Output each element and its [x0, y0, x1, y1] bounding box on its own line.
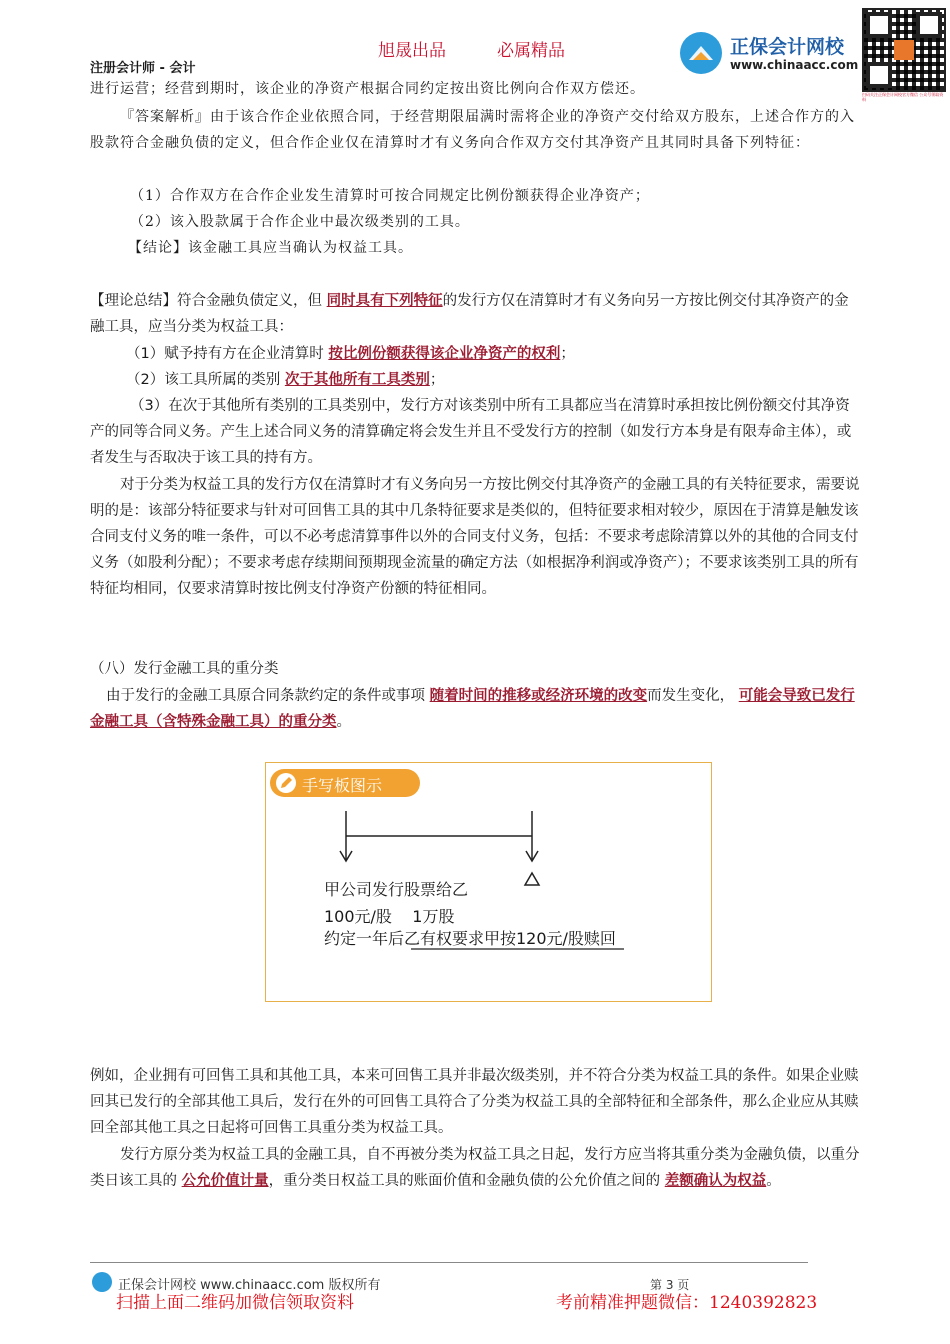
theory-summary-lead: 【理论总结】符合金融负债定义，但	[90, 293, 322, 309]
reclassify-lead: 发行方原分类为权益工具的金融工具，自不再被分类为权益工具之日起，发行方应当将其重分类为金融负债，以重分类日该工具的	[90, 1147, 860, 1189]
brand-logo	[680, 32, 860, 76]
doc-title: 注册会计师 - 会计	[90, 61, 196, 76]
highlight-reclassification: 可能会导致已发行金融工具（含特殊金融工具）的重分类	[90, 688, 855, 730]
promo-left: 扫描上面二维码加微信领取资料	[116, 1293, 354, 1313]
highlight-subordinate-class: 次于其他所有工具类别	[284, 372, 430, 388]
figure-line-1: 甲公司发行股票给乙	[324, 880, 469, 899]
promo-right: 考前精准押题微信：1240392823	[556, 1293, 818, 1313]
handwriting-board-figure	[265, 762, 712, 1002]
summary-item-2-end: ；	[429, 372, 445, 388]
book-icon	[680, 32, 722, 74]
highlight-difference-equity: 差额确认为权益	[664, 1173, 767, 1189]
reclassification-mid: 而发生变化，	[647, 688, 735, 704]
qr-note: 扫码关注正保会计网校官方微信 公众号领取资料	[862, 92, 944, 102]
header-slogan-left: 旭晟出品	[378, 41, 446, 61]
summary-item-3: （3）在次于其他所有类别的工具类别中，发行方对该类别中所有工具都应当在清算时承担按比例份额交付其净资产的同等合同义务。产生上述合同义务的清算确定将会发生并且不受发行方的控制（如发行方本身是有限寿命主体），或者发生与否取决于该工具的持有方。	[90, 398, 852, 466]
highlight-fair-value: 公允价值计量	[181, 1173, 269, 1189]
feature-1: （1）合作双方在合作企业发生清算时可按合同规定比例份额获得企业净资产；	[130, 188, 650, 204]
highlight-simultaneous-features: 同时具有下列特征	[326, 293, 443, 309]
header-slogan-right: 必属精品	[497, 41, 565, 61]
qr-code-icon	[862, 8, 946, 92]
conclusion: 【结论】该金融工具应当确认为权益工具。	[128, 240, 413, 256]
figure-line-2: 100元/股 1万股	[324, 907, 455, 926]
paragraph-1: 进行运营；经营到期时，该企业的净资产根据合同约定按出资比例向合作双方偿还。	[90, 81, 645, 97]
highlight-proportional-share: 按比例份额获得该企业净资产的权利	[328, 346, 561, 362]
footer-divider	[90, 1262, 808, 1263]
handwriting-board-label: 手写板图示	[302, 776, 383, 795]
page-number: 第 3 页	[650, 1278, 690, 1292]
reclassify-end: 。	[766, 1173, 781, 1189]
reclassification-lead: 由于发行的金融工具原合同条款约定的条件或事项	[106, 688, 425, 704]
summary-item-1-lead: （1）赋予持有方在企业清算时	[126, 346, 324, 362]
highlight-time-economic-change: 随着时间的推移或经济环境的改变	[429, 688, 648, 704]
brand-url: www.chinaacc.com	[730, 58, 859, 72]
brand-name: 正保会计网校	[730, 36, 845, 58]
summary-item-2-lead: （2）该工具所属的类别	[126, 372, 281, 388]
footer-copyright: 正保会计网校 www.chinaacc.com 版权所有	[118, 1278, 381, 1293]
footer-logo-icon	[92, 1272, 112, 1292]
summary-item-1-end: ；	[560, 346, 575, 362]
summary-item-2	[126, 367, 862, 393]
section-heading-reclassification: （八）发行金融工具的重分类	[90, 661, 279, 677]
answer-analysis: 『答案解析』由于该合作企业依照合同，于经营期限届满时需将企业的净资产交付给双方股东，上述合作方的入股款符合金融负债的定义，但合作企业仅在清算时才有义务向合作双方交付其净资产且其同时具备下列特征：	[90, 109, 855, 151]
reclassification-end: 。	[336, 714, 351, 730]
feature-explanation: 对于分类为权益工具的发行方仅在清算时才有义务向另一方按比例交付其净资产的金融工具的有关特征要求，需要说明的是：该部分特征要求与针对可回售工具的其中几条特征要求是类似的，但特征要求相对较少，原因在于清算是触发该合同支付义务的唯一条件，可以不必考虑清算事件以外的合同支付义务，包括：不要求考虑除清算以外的其他的合同支付义务（如股利分配）；不要求考虑存续期间预期现金流量的确定方法（如根据净利润或净资产）；不要求该类别工具的所有特征均相同，仅要求清算时按比例支付净资产份额的特征相同。	[90, 477, 860, 597]
feature-2: （2）该入股款属于合作企业中最次级类别的工具。	[130, 214, 470, 230]
figure-line-3: 约定一年后乙有权要求甲按120元/股赎回	[324, 929, 616, 948]
summary-item-1	[126, 341, 862, 367]
reclassify-to-liability-paragraph	[90, 1142, 862, 1194]
theory-summary	[90, 288, 862, 340]
brand-logo-icon	[680, 32, 722, 74]
reclassify-mid: ，重分类日权益工具的账面价值和金融负债的公允价值之间的	[268, 1173, 661, 1189]
reclassification-paragraph	[90, 683, 862, 735]
example-paragraph: 例如，企业拥有可回售工具和其他工具，本来可回售工具并非最次级类别，并不符合分类为权益工具的条件。如果企业赎回其已发行的全部其他工具后，发行在外的可回售工具符合了分类为权益工具的全部特征和全部条件，那么企业应从其赎回全部其他工具之日起将可回售工具重分类为权益工具。	[90, 1068, 859, 1136]
theory-summary-rest: 的发行方仅在清算时才有义务向另一方按比例交付其净资产的金融工具，应当分类为权益工具：	[90, 293, 849, 335]
